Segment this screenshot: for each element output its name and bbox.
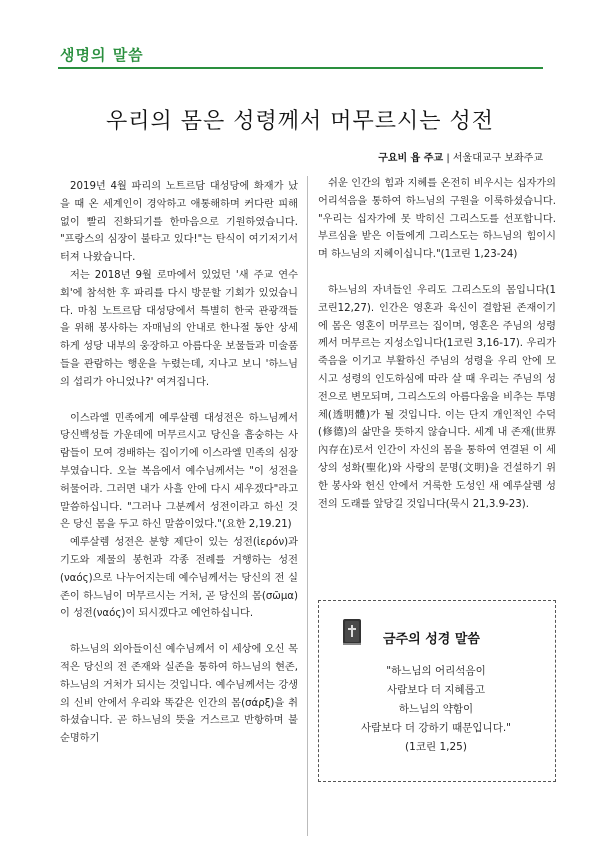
paragraph: 예루살렘 성전은 분향 제단이 있는 성전(ἱερόν)과 기도와 제물의 봉헌과 각종 전례를 거행하는 성전(ναός)으로 나누어지는데 예수님께서는 당신의 전 실존이 하느님이 머무르시는 거처, 곧 당신의 몸(σῶμα)이 성전(ναός)이 되시겠다고 예언하십니다. [60,537,298,620]
paragraph: 쉬운 인간의 힘과 지혜를 온전히 비우시는 십자가의 어리석음을 통하여 하느님의 구원을 이룩하셨습니다. "우리는 십자가에 못 박히신 그리스도를 선포합니다. 부르심을 받은 이들에게 그리스도는 하느님의 힘이시며 하느님의 지혜이십니다."(1코린 1,23-24) [318,178,556,261]
verse-line: 하느님의 약함이 [398,703,474,715]
paragraph: 하느님의 자녀들인 우리도 그리스도의 몸입니다(1코린12,27). 인간은 영혼과 육신이 결합된 존재이기에 몸은 영혼이 머무르는 집이며, 영혼은 주님의 성령께서 머무르는 지성소입니다(1코린 3,16-17). 우리가 죽음을 이기고 부활하신 주님의 성령을 우리 안에 모시고 성령의 인도하심에 따라 살 때 우리는 주님의 성전으로 변모되며, 그리스도의 아름다움을 비추는 투명체(透明體)가 될 것입니다. 이는 단지 개인적인 수덕(修德)의 삶만을 뜻하지 않습니다. 세계 내 존재(世界內存在)로서 인간이 자신의 몸을 통하여 연결된 이 세상의 성화(聖化)와 사랑의 문명(文明)을 건설하기 위한 봉사와 헌신 안에서 거룩한 도성인 새 예루살렘 성전의 도래를 앞당길 것입니다(묵시 21,3.9-23). [318,284,556,510]
paragraph: 2019년 4월 파리의 노트르담 대성당에 화재가 났을 때 온 세계인이 경악하고 애통해하며 커다란 피해 없이 빨리 진화되기를 한마음으로 기원하였습니다. "프랑스의 심장이 불타고 있다!"는 탄식이 여기저기서 터져 나왔습니다. [60,181,298,264]
bible-book-icon [340,617,364,647]
column-divider [307,176,308,836]
author-name: 구요비 욥 주교 [378,153,444,164]
header-divider [58,67,543,69]
verse-line: 사람보다 더 지혜롭고 [387,684,485,696]
article-title: 우리의 몸은 성령께서 머무르시는 성전 [105,109,494,134]
verse-box-body [318,662,554,757]
verse-line: "하느님의 어리석음이 [386,665,486,677]
section-label: 생명의 말씀 [60,46,144,64]
paragraph: 저는 2018년 9월 로마에서 있었던 '새 주교 연수회'에 참석한 후 파리를 다시 방문할 기회가 있었습니다. 마침 노트르담 대성당에서 특별히 한국 관광객들을 위해 봉사하는 자매님의 안내로 한나절 동안 상세하게 성당 내부의 웅장하고 아름다운 보물들과 미술품들을 관람하는 행운을 누렸는데, 지나고 보니 '하느님의 섭리가 아니었나?' 여겨집니다. [60,269,298,388]
verse-line: 사람보다 더 강하기 때문입니다." [360,722,512,734]
author-separator: | [443,153,453,164]
author-byline [378,149,543,164]
verse-box-title: 금주의 성경 말씀 [383,632,480,647]
author-position: 서울대교구 보좌주교 [452,153,543,164]
paragraph: 하느님의 외아들이신 예수님께서 이 세상에 오신 목적은 당신의 전 존재와 실존을 통하여 하느님의 현존, 하느님의 거처가 되시는 것입니다. 예수님께서는 강생의 신비 안에서 우리와 똑같은 인간의 몸(σάρξ)을 취하셨습니다. 곧 하느님의 뜻을 거스르고 반항하며 불순명하기 [60,644,298,745]
right-column [318,175,556,513]
paragraph: 이스라엘 민족에게 예루살렘 대성전은 하느님께서 당신백성들 가운데에 머무르시고 당신을 흠숭하는 사람들이 모여 경배하는 집이기에 이스라엘 민족의 심장부였습니다. 오늘 복음에서 예수님께서는 "이 성전을 허물어라. 그러면 내가 사흘 안에 다시 세우겠다"라고 말씀하십니다. "그러나 그분께서 성전이라고 하신 것은 당신 몸을 두고 하신 말씀이었다."(요한 2,19.21) [60,412,298,531]
left-column [60,178,298,748]
verse-reference: (1코린 1,25) [405,741,467,753]
